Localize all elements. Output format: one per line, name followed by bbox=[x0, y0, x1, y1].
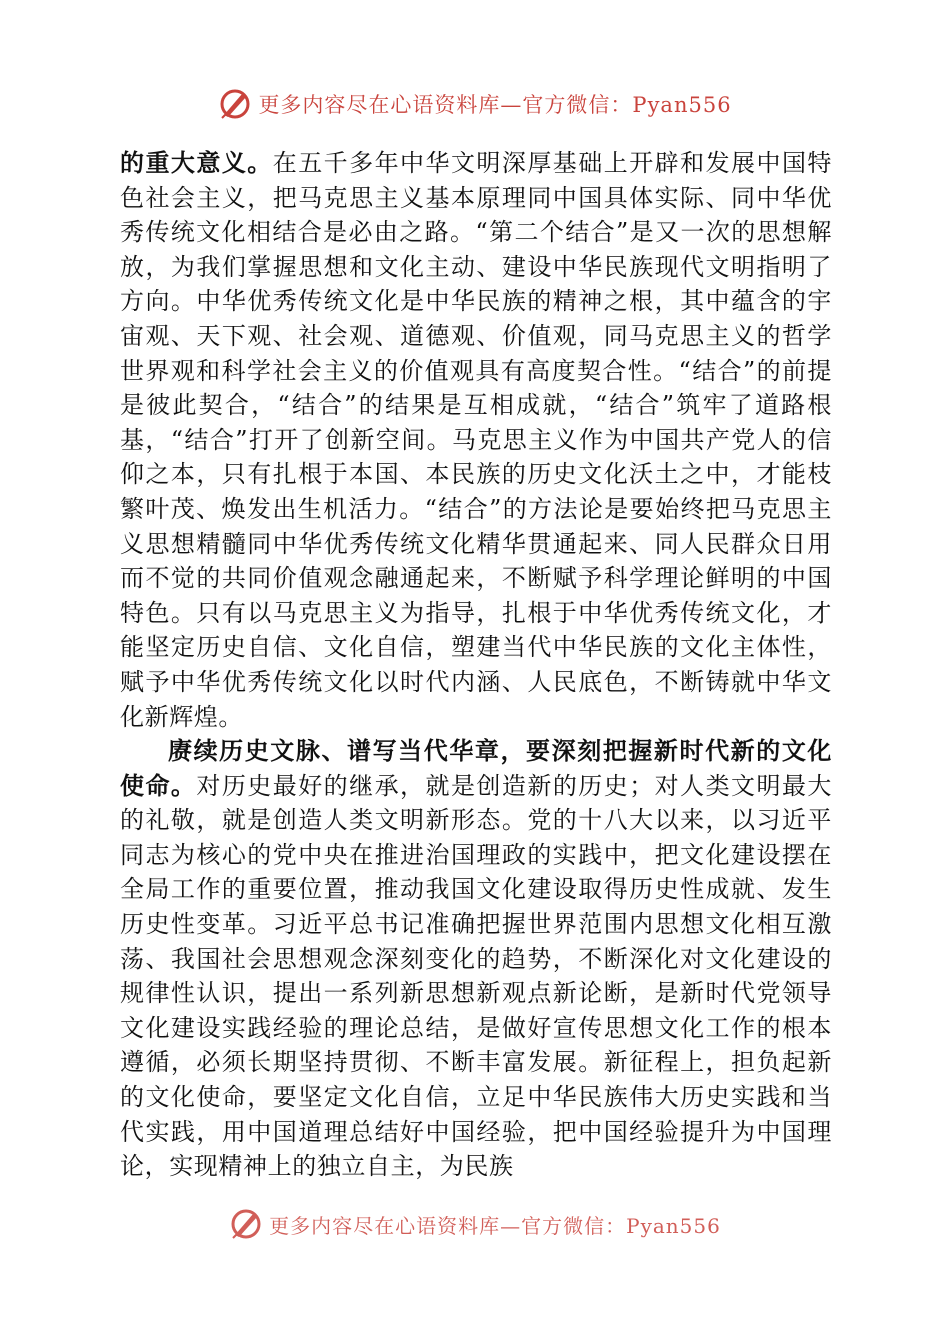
paragraph-1-bold-lead: 的重大意义。 bbox=[120, 148, 273, 177]
paragraph-2 bbox=[120, 734, 832, 1184]
paragraph-2-text: 对历史最好的继承，就是创造新的历史；对人类文明最大的礼敬，就是创造人类文明新形态。党的十八大以来，以习近平同志为核心的党中央在推进治国理政的实践中，把文化建设摆在全局工作的重要位置，推动我国文化建设取得历史性成就、发生历史性变革。习近平总书记准确把握世界范围内思想文化相互激荡、我国社会思想观念深刻变化的趋势，不断深化对文化建设的规律性认识，提出一系列新思想新观点新论断，是新时代党领导文化建设实践经验的理论总结，是做好宣传思想文化工作的根本遵循，必须长期坚持贯彻、不断丰富发展。新征程上，担负起新的文化使命，要坚定文化自信，立足中华民族伟大历史实践和当代实践，用中国道理总结好中国经验，把中国经验提升为中国理论，实现精神上的独立自主，为民族 bbox=[120, 771, 832, 1181]
paragraph-1 bbox=[120, 146, 832, 734]
footer-watermark-banner bbox=[0, 1204, 950, 1244]
pen-logo-icon bbox=[229, 1208, 263, 1240]
footer-banner-text: 更多内容尽在心语资料库—官方微信：Pyan556 bbox=[269, 1213, 721, 1238]
article-body bbox=[120, 146, 832, 1184]
paragraph-1-text: 在五千多年中华文明深厚基础上开辟和发展中国特色社会主义，把马克思主义基本原理同中国具体实际、同中华优秀传统文化相结合是必由之路。“第二个结合”是又一次的思想解放，为我们掌握思想和文化主动、建设中华民族现代文明指明了方向。中华优秀传统文化是中华民族的精神之根，其中蕴含的宇宙观、天下观、社会观、道德观、价值观，同马克思主义的哲学世界观和科学社会主义的价值观具有高度契合性。“结合”的前提是彼此契合，“结合”的结果是互相成就，“结合”筑牢了道路根基，“结合”打开了创新空间。马克思主义作为中国共产党人的信仰之本，只有扎根于本国、本民族的历史文化沃土之中，才能枝繁叶茂、焕发出生机活力。“结合”的方法论是要始终把马克思主义思想精髓同中华优秀传统文化精华贯通起来、同人民群众日用而不觉的共同价值观念融通起来，不断赋予科学理论鲜明的中国特色。只有以马克思主义为指导，扎根于中华优秀传统文化，才能坚定历史自信、文化自信，塑建当代中华民族的文化主体性，赋予中华优秀传统文化以时代内涵、人民底色，不断铸就中华文化新辉煌。 bbox=[120, 149, 832, 731]
pen-logo-icon bbox=[218, 88, 252, 120]
paragraph-2-bold-lead: 赓续历史文脉、谱写当代华章，要深刻把握新时代新的文化使命。 bbox=[120, 736, 832, 800]
header-watermark-banner bbox=[0, 84, 950, 124]
header-banner-text: 更多内容尽在心语资料库—官方微信：Pyan556 bbox=[258, 93, 732, 117]
